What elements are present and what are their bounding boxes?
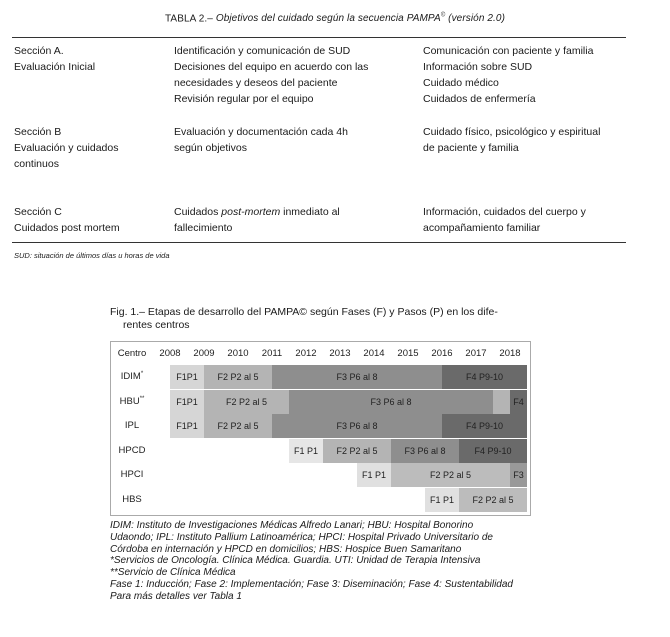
cell-line: Información, cuidados del cuerpo y bbox=[423, 206, 586, 218]
cell-line: continuos bbox=[14, 158, 59, 170]
phase-bar: F1P1 bbox=[170, 390, 204, 414]
cell-line bbox=[174, 204, 340, 220]
phase-bar: F2 P2 al 5 bbox=[204, 365, 272, 389]
phase-bar: F2 P2 al 5 bbox=[323, 439, 391, 463]
year-header: 2008 bbox=[159, 348, 181, 359]
year-header: 2016 bbox=[431, 348, 453, 359]
row-label: HBU** bbox=[119, 395, 145, 407]
cell-line: Evaluación y documentación cada 4h bbox=[174, 126, 348, 138]
cell-line: fallecimiento bbox=[174, 222, 233, 234]
phase-bar: F2 P2 al 5 bbox=[391, 463, 510, 487]
note-line: **Servicio de Clínica Médica bbox=[110, 567, 236, 579]
note-line: Córdoba en internación y HPCD en domicilios; HBS: Hospice Buen Samaritano bbox=[110, 543, 462, 555]
header-centro: Centro bbox=[117, 348, 147, 359]
cell-line: Cuidados post mortem bbox=[14, 222, 120, 234]
table-title-suffix: (versión 2.0) bbox=[445, 13, 506, 25]
phase-bar: F1P1 bbox=[170, 414, 204, 438]
table-title bbox=[0, 13, 670, 24]
table-row-c-section bbox=[14, 204, 120, 236]
phase-bar: F1 P1 bbox=[425, 488, 459, 512]
table-footnote: SUD: situación de últimos días u horas de vida bbox=[14, 251, 170, 260]
cell-line: Cuidados de enfermería bbox=[423, 93, 536, 105]
year-header: 2018 bbox=[499, 348, 521, 359]
note-line: *Servicios de Oncología. Clínica Médica. Guardia. UTI: Unidad de Terapia Intensiva bbox=[110, 555, 481, 567]
table-title-sup: © bbox=[440, 13, 446, 19]
cell-line: de paciente y familia bbox=[423, 142, 519, 154]
cell-text-italic: post-mortem bbox=[221, 206, 281, 218]
note-line: Udaondo; IPL: Instituto Pallium Latinoamérica; HPCI: Hospital Privado Universitario de bbox=[110, 531, 493, 543]
phase-bar: F2 P2 al 5 bbox=[204, 414, 272, 438]
table-row-b-section bbox=[14, 124, 118, 172]
phase-bar: F4 P9-10 bbox=[459, 439, 527, 463]
year-header: 2015 bbox=[397, 348, 419, 359]
cell-line: Sección B bbox=[14, 126, 62, 138]
year-header: 2017 bbox=[465, 348, 487, 359]
caption-line: Fig. 1.– Etapas de desarrollo del PAMPA© según Fases (F) y Pasos (P) en los dife- bbox=[110, 306, 498, 318]
phase-bar: F4 bbox=[510, 390, 527, 414]
cell-line: Revisión regular por el equipo bbox=[174, 93, 314, 105]
figure-caption bbox=[110, 306, 540, 332]
phase-bar: F2 P2 al 5 bbox=[204, 390, 289, 414]
phase-bar: F2 P2 al 5 bbox=[459, 488, 527, 512]
phase-bar: F4 P9-10 bbox=[442, 414, 527, 438]
phase-bar: F3 P6 al 8 bbox=[272, 414, 442, 438]
row-label: HPCI bbox=[120, 469, 144, 480]
table-row-a-care bbox=[423, 43, 593, 107]
table-row-c-objectives bbox=[174, 204, 340, 236]
cell-text: Cuidados bbox=[174, 206, 222, 218]
row-label: IDIM* bbox=[120, 371, 144, 382]
year-header: 2013 bbox=[329, 348, 351, 359]
table-row-c-care bbox=[423, 204, 586, 236]
year-header: 2014 bbox=[363, 348, 385, 359]
figure-notes bbox=[110, 520, 550, 603]
cell-line: Cuidado físico, psicológico y espiritual bbox=[423, 126, 601, 138]
year-header: 2012 bbox=[295, 348, 317, 359]
phase-bar bbox=[493, 390, 510, 414]
note-line: Para más detalles ver Tabla 1 bbox=[110, 590, 242, 602]
table-row-b-care bbox=[423, 124, 600, 156]
cell-line: Sección C bbox=[14, 206, 62, 218]
table-title-prefix: TABLA 2.– bbox=[164, 13, 216, 25]
table-row-b-objectives bbox=[174, 124, 348, 156]
cell-line: acompañamiento familiar bbox=[423, 222, 541, 234]
note-line: Fase 1: Inducción; Fase 2: Implementación; Fase 3: Diseminación; Fase 4: Sustentabilidad bbox=[110, 578, 513, 590]
gantt-chart bbox=[110, 341, 531, 516]
year-header: 2010 bbox=[227, 348, 249, 359]
cell-line: Decisiones del equipo en acuerdo con las bbox=[174, 61, 369, 73]
cell-text: inmediato al bbox=[280, 206, 340, 218]
cell-line: necesidades y deseos del paciente bbox=[174, 77, 338, 89]
cell-line: Información sobre SUD bbox=[423, 61, 533, 73]
cell-line: según objetivos bbox=[174, 142, 247, 154]
phase-bar: F3 bbox=[510, 463, 527, 487]
row-label: HBS bbox=[122, 493, 142, 505]
table-row-a-section bbox=[14, 43, 95, 75]
cell-line: Evaluación Inicial bbox=[14, 61, 96, 73]
year-header: 2011 bbox=[261, 348, 283, 359]
cell-line: Evaluación y cuidados bbox=[14, 142, 119, 154]
caption-line: rentes centros bbox=[123, 319, 190, 331]
cell-line: Comunicación con paciente y familia bbox=[423, 45, 594, 57]
phase-bar: F3 P6 al 8 bbox=[289, 390, 493, 414]
row-label: IPL bbox=[124, 420, 140, 431]
phase-bar: F3 P6 al 8 bbox=[272, 365, 442, 389]
phase-bar: F4 P9-10 bbox=[442, 365, 527, 389]
phase-bar: F3 P6 al 8 bbox=[391, 439, 459, 463]
table-top-rule bbox=[12, 37, 626, 38]
cell-line: Identificación y comunicación de SUD bbox=[174, 45, 351, 57]
table-row-a-objectives bbox=[174, 43, 368, 107]
table-bottom-rule bbox=[12, 242, 626, 243]
cell-line: Sección A. bbox=[14, 45, 64, 57]
phase-bar: F1 P1 bbox=[357, 463, 391, 487]
phase-bar: F1 P1 bbox=[289, 439, 323, 463]
cell-line: Cuidado médico bbox=[423, 77, 499, 89]
row-label: HPCD bbox=[118, 444, 146, 456]
table-title-italic: Objetivos del cuidado según la secuencia PAMPA bbox=[215, 13, 441, 25]
note-line: IDIM: Instituto de Investigaciones Médicas Alfredo Lanari; HBU: Hospital Bonorino bbox=[110, 520, 474, 531]
phase-bar: F1P1 bbox=[170, 365, 204, 389]
year-header: 2009 bbox=[193, 348, 215, 359]
